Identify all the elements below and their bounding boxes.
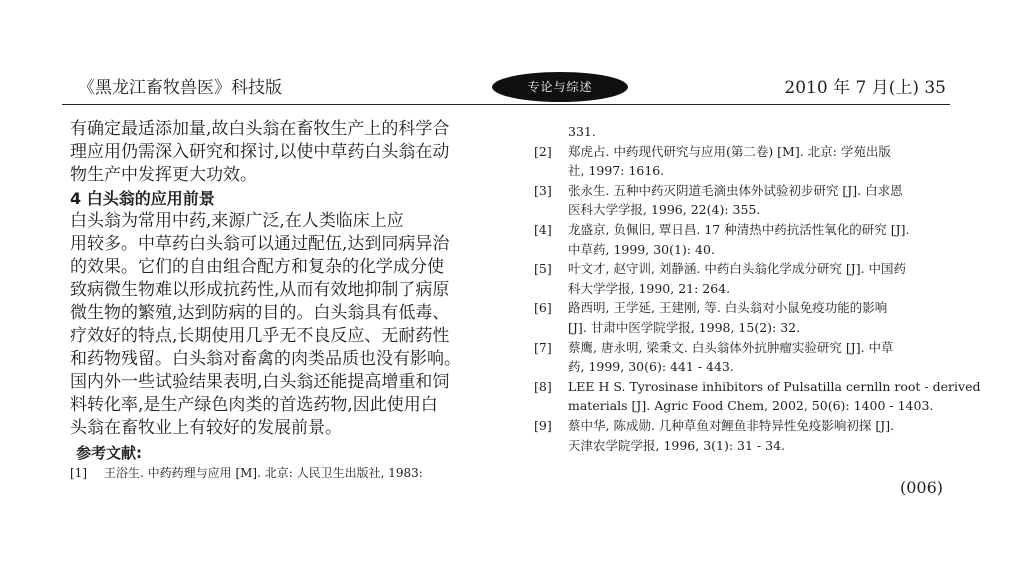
reference-text: [J]. 甘肃中医学院学报, 1998, 15(2): 32. xyxy=(568,319,801,335)
text-line: 致病微生物难以形成抗药性,从而有效地抑制了病原 xyxy=(70,280,450,300)
issue-date-page: 2010 年 7 月(上) 35 xyxy=(784,78,946,98)
journal-title: 《黑龙江畜牧兽医》科技版 xyxy=(78,78,282,98)
reference-number: [3] xyxy=(534,182,552,198)
reference-item xyxy=(534,220,954,259)
reference-number: [6] xyxy=(534,300,552,316)
text-line: 用较多。中草药白头翁可以通过配伍,达到同病异治 xyxy=(70,234,450,254)
header-rule xyxy=(62,104,950,105)
reference-number: [4] xyxy=(534,221,552,237)
reference-number: [9] xyxy=(534,417,552,433)
reference-number: [5] xyxy=(534,261,552,277)
body-paragraph xyxy=(70,210,500,440)
text-line: 的效果。它们的自由组合配方和复杂的化学成分使 xyxy=(70,257,444,277)
reference-item xyxy=(70,464,500,483)
section-heading: 4 白头翁的应用前景 xyxy=(70,189,215,208)
reference-item xyxy=(534,181,954,220)
reference-item xyxy=(534,142,954,181)
reference-text: 蔡中华, 陈成勋. 几种草鱼对鲤鱼非特异性免疫影响初探 [J]. xyxy=(568,417,895,433)
text-line: 微生物的繁殖,达到防病的目的。白头翁具有低毒、 xyxy=(70,303,450,323)
article-code: (006) xyxy=(900,478,944,497)
reference-item xyxy=(534,338,954,377)
reference-text: 龙盛京, 负佩旧, 覃日昌. 17 种清热中药抗活性氧化的研究 [J]. xyxy=(568,221,910,237)
text-line: 国内外一些试验结果表明,白头翁还能提高增重和饲 xyxy=(70,372,450,392)
text-line: 理应用仍需深入研究和探讨,以使中草药白头翁在动 xyxy=(70,142,450,162)
left-column xyxy=(70,118,500,483)
section-badge: 专论与综述 xyxy=(492,72,628,102)
reference-item xyxy=(534,455,954,475)
reference-item xyxy=(534,259,954,298)
reference-text: 郑虎占. 中药现代研究与应用(第二卷) [M]. 北京: 学苑出版 xyxy=(568,143,891,159)
reference-text: LEE H S. Tyrosinase inhibitors of Pulsatilla cernlln root - derived xyxy=(568,378,981,394)
reference-item xyxy=(534,416,954,455)
reference-text: 叶文才, 赵守训, 刘静涵. 中药白头翁化学成分研究 [J]. 中国药 xyxy=(568,261,907,277)
reference-text: 路西明, 王学延, 王建刚, 等. 白头翁对小鼠免疫功能的影响 xyxy=(568,300,888,316)
reference-item xyxy=(534,298,954,337)
text-line: 料转化率,是生产绿色肉类的首选药物,因此使用白 xyxy=(70,395,438,415)
reference-number: [8] xyxy=(534,378,552,394)
right-column xyxy=(534,122,981,475)
reference-text: 药, 1999, 30(6): 441 - 443. xyxy=(568,359,734,375)
text-line: 物生产中发挥更大功效。 xyxy=(70,165,257,185)
reference-text: 科大学学报, 1990, 21: 264. xyxy=(568,280,731,296)
reference-number: [2] xyxy=(534,143,552,159)
text-line: 头翁在畜牧业上有较好的发展前景。 xyxy=(70,418,342,438)
text-line: 和药物残留。白头翁对畜禽的肉类品质也没有影响。 xyxy=(70,349,461,369)
text-line: 有确定最适添加量,故白头翁在畜牧生产上的科学合 xyxy=(70,119,450,139)
reference-number: [7] xyxy=(534,339,552,355)
reference-text: 王浴生. 中药药理与应用 [M]. 北京: 人民卫生出版社, 1983: xyxy=(104,466,423,480)
text-line: 白头翁为常用中药,来源广泛,在人类临床上应 xyxy=(70,211,404,231)
reference-text: 医科大学学报, 1996, 22(4): 355. xyxy=(568,202,761,218)
reference-continuation: 331. xyxy=(568,124,596,139)
reference-text: 张永生. 五种中药灭阴道毛滴虫体外试验初步研究 [J]. 白求恩 xyxy=(568,182,903,198)
reference-text: 中草药, 1999, 30(1): 40. xyxy=(568,241,715,257)
reference-text: 蔡鹰, 唐永明, 梁秉文. 白头翁体外抗肿瘤实验研究 [J]. 中草 xyxy=(568,339,894,355)
reference-item xyxy=(534,377,981,416)
reference-text: materials [J]. Agric Food Chem, 2002, 50(6): 1400 - 1403. xyxy=(568,398,934,414)
intro-paragraph xyxy=(70,118,500,187)
reference-text: 社, 1997: 1616. xyxy=(568,163,665,179)
text-line: 疗效好的特点,长期使用几乎无不良反应、无耐药性 xyxy=(70,326,450,346)
page-header xyxy=(60,76,948,104)
reference-number: [1] xyxy=(70,466,87,480)
references-heading: 参考文献: xyxy=(76,444,142,462)
reference-text: 天津农学院学报, 1996, 3(1): 31 - 34. xyxy=(568,437,786,453)
